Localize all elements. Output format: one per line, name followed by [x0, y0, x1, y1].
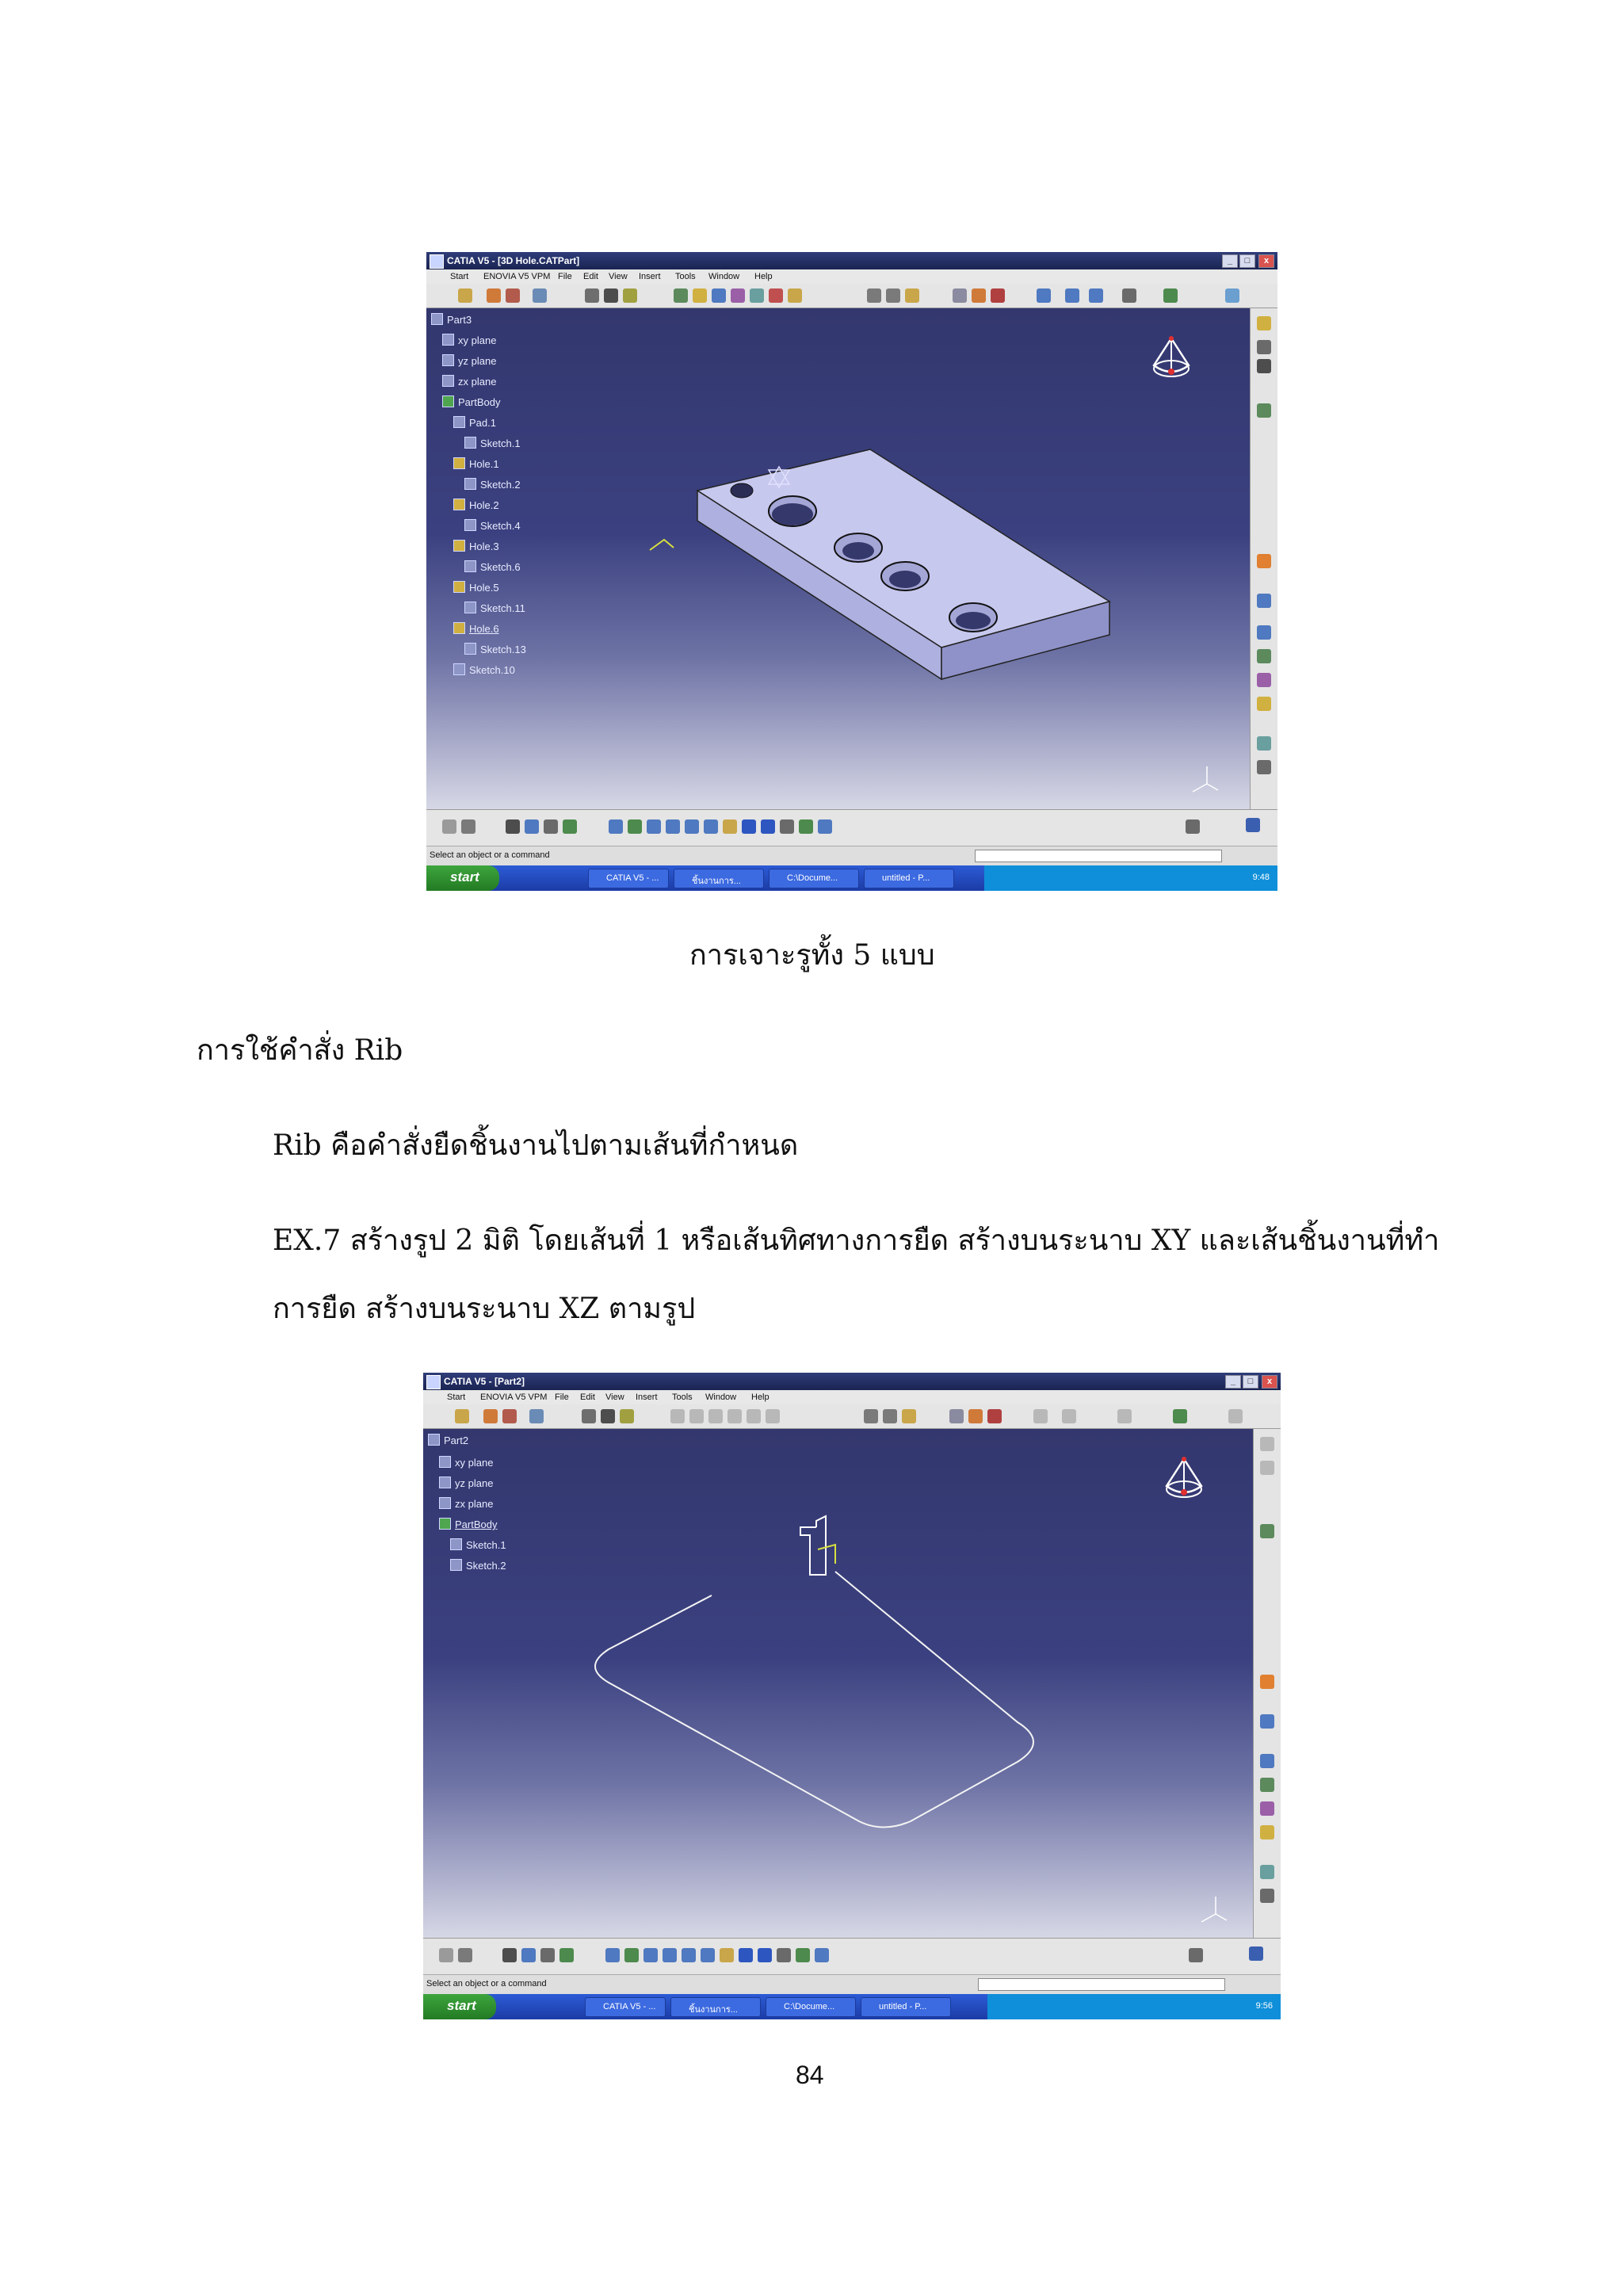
toolbar-tool-icon[interactable] [1257, 340, 1271, 354]
toolbar-tool-icon[interactable] [624, 1948, 639, 1962]
tree-node[interactable]: Hole.2 [453, 499, 499, 511]
toolbar-tool-icon[interactable] [458, 288, 472, 303]
paragraph-rib-definition: Rib คือคำสั่งยืดชิ้นงานไปตามเส้นที่กำหนด [273, 1129, 799, 1162]
toolbar-tool-icon[interactable] [623, 288, 637, 303]
tree-node[interactable]: zx plane [442, 375, 496, 388]
plane-icon [442, 375, 454, 387]
close-button[interactable]: x [1262, 1375, 1277, 1389]
right-toolbar [1250, 308, 1277, 810]
toolbar-tool-icon[interactable] [540, 1948, 555, 1962]
sketch-geometry-icon [423, 1429, 1254, 1939]
plane-icon [439, 1456, 451, 1468]
partbody-icon [439, 1518, 451, 1530]
toolbar-tool-icon[interactable] [1257, 649, 1271, 663]
taskbar-item[interactable]: CATIA V5 - ... [585, 1997, 666, 2017]
tree-node[interactable]: Sketch.2 [450, 1559, 506, 1572]
toolbar-tool-icon[interactable] [1228, 1409, 1243, 1423]
toolbar-tool-icon[interactable] [1257, 316, 1271, 330]
maximize-button[interactable]: □ [1243, 1375, 1258, 1389]
toolbar-tool-icon[interactable] [506, 288, 520, 303]
toolbar-tool-icon[interactable] [1257, 594, 1271, 608]
toolbar-tool-icon[interactable] [769, 288, 783, 303]
toolbar-tool-icon[interactable] [483, 1409, 498, 1423]
toolbar-tool-icon[interactable] [1260, 1801, 1274, 1816]
part-icon [428, 1434, 440, 1446]
screenshot-rib-part [423, 1373, 1281, 2019]
toolbar-tool-icon[interactable] [1033, 1409, 1048, 1423]
toolbar-tool-icon[interactable] [758, 1948, 772, 1962]
toolbar-tool-icon[interactable] [533, 288, 547, 303]
toolbar-tool-icon[interactable] [670, 1409, 685, 1423]
toolbar-tool-icon[interactable] [742, 819, 756, 834]
tree-node[interactable]: Hole.1 [453, 457, 499, 470]
toolbar-tool-icon[interactable] [461, 819, 475, 834]
toolbar-tool-icon[interactable] [1089, 288, 1103, 303]
status-text: Select an object or a command [426, 1979, 547, 1988]
toolbar-tool-icon[interactable] [953, 288, 967, 303]
sketch-icon [464, 560, 476, 572]
toolbar-tool-icon[interactable] [712, 288, 726, 303]
plane-icon [442, 334, 454, 346]
toolbar-tool-icon[interactable] [502, 1409, 517, 1423]
hole-icon [453, 457, 465, 469]
menu-edit[interactable]: Edit [580, 1392, 595, 1402]
toolbar-tool-icon[interactable] [689, 1409, 704, 1423]
toolbar-tool-icon[interactable] [1257, 736, 1271, 751]
close-button[interactable]: x [1258, 254, 1274, 268]
tree-node[interactable]: xy plane [442, 334, 496, 346]
menu-start[interactable]: Start [450, 272, 469, 281]
toolbar-tool-icon[interactable] [1257, 403, 1271, 418]
toolbar-tool-icon[interactable] [864, 1409, 878, 1423]
menu-enovia[interactable]: ENOVIA V5 VPM [480, 1392, 548, 1402]
taskbar-item[interactable]: untitled - P... [864, 869, 954, 888]
toolbar-tool-icon[interactable] [761, 819, 775, 834]
clock: 9:56 [1255, 2001, 1273, 2011]
toolbar-tool-icon[interactable] [442, 819, 456, 834]
toolbar-tool-icon[interactable] [1173, 1409, 1187, 1423]
top-toolbar [426, 284, 1277, 308]
sketch-icon [464, 602, 476, 613]
pad-icon [453, 416, 465, 428]
clock: 9:48 [1252, 873, 1270, 882]
sketch-icon [464, 478, 476, 490]
toolbar-tool-icon[interactable] [1257, 625, 1271, 640]
window-title-bar [423, 1373, 1281, 1390]
paragraph-example: EX.7 สร้างรูป 2 มิติ โดยเส้นที่ 1 หรือเส้นทิศทางการยืด สร้างบนระนาบ XY และเส้นชิ้นงานที่ทำ [273, 1224, 1440, 1257]
hole-icon [453, 540, 465, 552]
window-title-bar [426, 252, 1277, 269]
toolbar-tool-icon[interactable] [682, 1948, 696, 1962]
taskbar-item[interactable]: untitled - P... [861, 1997, 951, 2017]
hole-icon [453, 581, 465, 593]
taskbar-item[interactable]: ชิ้นงานการ... [674, 869, 764, 888]
window-title: CATIA V5 - [Part2] [444, 1376, 525, 1387]
tree-node[interactable]: yz plane [439, 1477, 493, 1489]
toolbar-tool-icon[interactable] [582, 1409, 596, 1423]
plane-icon [439, 1477, 451, 1488]
toolbar-tool-icon[interactable] [747, 1409, 761, 1423]
toolbar-tool-icon[interactable] [799, 819, 813, 834]
menu-insert[interactable]: Insert [639, 272, 661, 281]
toolbar-tool-icon[interactable] [796, 1948, 810, 1962]
toolbar-tool-icon[interactable] [1260, 1865, 1274, 1879]
part-geometry-icon [426, 308, 1251, 810]
section-heading: การใช้คำสั่ง Rib [197, 1034, 403, 1067]
minimize-button[interactable]: _ [1225, 1375, 1241, 1389]
toolbar-tool-icon[interactable] [815, 1948, 829, 1962]
toolbar-tool-icon[interactable] [1257, 673, 1271, 687]
toolbar-tool-icon[interactable] [788, 288, 802, 303]
tree-node[interactable]: Sketch.2 [464, 478, 521, 491]
toolbar-tool-icon[interactable] [628, 819, 642, 834]
toolbar-tool-icon[interactable] [643, 1948, 658, 1962]
start-button[interactable]: start [426, 865, 499, 891]
windows-taskbar [426, 865, 1277, 891]
bottom-toolbar [426, 809, 1277, 846]
toolbar-tool-icon[interactable] [780, 819, 794, 834]
menu-enovia[interactable]: ENOVIA V5 VPM [483, 272, 551, 281]
sketch-icon [450, 1538, 462, 1550]
system-tray [987, 1994, 1281, 2019]
toolbar-tool-icon[interactable] [502, 1948, 517, 1962]
toolbar-tool-icon[interactable] [455, 1409, 469, 1423]
menu-insert[interactable]: Insert [636, 1392, 658, 1402]
toolbar-tool-icon[interactable] [563, 819, 577, 834]
toolbar-tool-icon[interactable] [601, 1409, 615, 1423]
toolbar-tool-icon[interactable] [1260, 1714, 1274, 1729]
toolbar-tool-icon[interactable] [559, 1948, 574, 1962]
toolbar-tool-icon[interactable] [521, 1948, 536, 1962]
toolbar-tool-icon[interactable] [604, 288, 618, 303]
toolbar-tool-icon[interactable] [987, 1409, 1002, 1423]
toolbar-tool-icon[interactable] [1037, 288, 1051, 303]
toolbar-tool-icon[interactable] [1257, 697, 1271, 711]
toolbar-tool-icon[interactable] [674, 288, 688, 303]
tree-node[interactable]: yz plane [442, 354, 496, 367]
toolbar-tool-icon[interactable] [1260, 1524, 1274, 1538]
windows-taskbar [423, 1994, 1281, 2019]
toolbar-tool-icon[interactable] [506, 819, 520, 834]
taskbar-item[interactable]: ชิ้นงานการ... [670, 1997, 761, 2017]
toolbar-tool-icon[interactable] [647, 819, 661, 834]
toolbar-tool-icon[interactable] [902, 1409, 916, 1423]
3d-viewport[interactable] [423, 1429, 1254, 1939]
toolbar-tool-icon[interactable] [777, 1948, 791, 1962]
bottom-toolbar [423, 1938, 1281, 1975]
toolbar-tool-icon[interactable] [1257, 554, 1271, 568]
tree-node[interactable]: Pad.1 [453, 416, 496, 429]
sketch-icon [453, 663, 465, 675]
toolbar-tool-icon[interactable] [1260, 1889, 1274, 1903]
toolbar-tool-icon[interactable] [525, 819, 539, 834]
toolbar-tool-icon[interactable] [1189, 1948, 1203, 1962]
taskbar-item[interactable]: CATIA V5 - ... [588, 869, 669, 888]
toolbar-tool-icon[interactable] [1163, 288, 1178, 303]
command-input[interactable] [975, 850, 1222, 862]
catia-logo-icon [426, 1375, 441, 1389]
menu-tools[interactable]: Tools [675, 272, 696, 281]
tree-node[interactable]: Hole.3 [453, 540, 499, 552]
toolbar-tool-icon[interactable] [1260, 1754, 1274, 1768]
status-text: Select an object or a command [430, 850, 550, 860]
menu-tools[interactable]: Tools [672, 1392, 693, 1402]
toolbar-tool-icon[interactable] [731, 288, 745, 303]
toolbar-tool-icon[interactable] [1260, 1825, 1274, 1839]
compass-icon[interactable] [1167, 1457, 1201, 1497]
toolbar-tool-icon[interactable] [949, 1409, 964, 1423]
toolbar-tool-icon[interactable] [750, 288, 764, 303]
toolbar-tool-icon[interactable] [708, 1409, 723, 1423]
right-toolbar [1253, 1429, 1281, 1939]
menu-start[interactable]: Start [447, 1392, 466, 1402]
catia-brand-icon [1249, 1946, 1263, 1961]
tree-node[interactable]: Hole.6 [453, 622, 499, 635]
toolbar-tool-icon[interactable] [723, 819, 737, 834]
tree-node[interactable]: Sketch.1 [450, 1538, 506, 1551]
plane-icon [439, 1497, 451, 1509]
3d-viewport[interactable] [426, 308, 1251, 810]
toolbar-tool-icon[interactable] [1260, 1778, 1274, 1792]
tree-node[interactable]: Sketch.6 [464, 560, 521, 573]
catia-brand-icon [1246, 818, 1260, 832]
toolbar-tool-icon[interactable] [1186, 819, 1200, 834]
tree-node[interactable]: Hole.5 [453, 581, 499, 594]
toolbar-tool-icon[interactable] [701, 1948, 715, 1962]
status-bar [426, 846, 1277, 865]
toolbar-tool-icon[interactable] [685, 819, 699, 834]
tree-node[interactable]: zx plane [439, 1497, 493, 1510]
toolbar-tool-icon[interactable] [666, 819, 680, 834]
plane-icon [442, 354, 454, 366]
toolbar-tool-icon[interactable] [1260, 1675, 1274, 1689]
hole-icon [453, 622, 465, 634]
toolbar-tool-icon[interactable] [458, 1948, 472, 1962]
minimize-button[interactable]: _ [1222, 254, 1238, 268]
toolbar-tool-icon[interactable] [1260, 1437, 1274, 1451]
toolbar-tool-icon[interactable] [867, 288, 881, 303]
tree-node[interactable]: Sketch.1 [464, 437, 521, 449]
toolbar-tool-icon[interactable] [905, 288, 919, 303]
catia-logo-icon [430, 254, 444, 269]
tree-node[interactable]: Sketch.10 [453, 663, 515, 676]
window-title: CATIA V5 - [3D Hole.CATPart] [447, 255, 580, 266]
menu-help[interactable]: Help [754, 272, 773, 281]
tree-node[interactable]: Sketch.13 [464, 643, 526, 655]
tree-node[interactable]: Part2 [428, 1434, 468, 1446]
system-tray [984, 865, 1277, 891]
tree-node[interactable]: Part3 [431, 313, 472, 326]
toolbar-tool-icon[interactable] [663, 1948, 677, 1962]
toolbar-tool-icon[interactable] [972, 288, 986, 303]
toolbar-tool-icon[interactable] [1257, 359, 1271, 373]
sketch-icon [464, 643, 476, 655]
part-icon [431, 313, 443, 325]
toolbar-tool-icon[interactable] [1260, 1461, 1274, 1475]
page-number: 84 [796, 2061, 824, 2089]
toolbar-tool-icon[interactable] [693, 288, 707, 303]
toolbar-tool-icon[interactable] [609, 819, 623, 834]
menu-window[interactable]: Window [705, 1392, 737, 1402]
toolbar-tool-icon[interactable] [1062, 1409, 1076, 1423]
menu-window[interactable]: Window [708, 272, 740, 281]
compass-icon[interactable] [1154, 336, 1189, 376]
menu-help[interactable]: Help [751, 1392, 769, 1402]
menu-file[interactable]: File [558, 272, 572, 281]
sketch-icon [464, 519, 476, 531]
tree-node[interactable]: PartBody [442, 395, 500, 408]
toolbar-tool-icon[interactable] [605, 1948, 620, 1962]
toolbar-tool-icon[interactable] [818, 819, 832, 834]
tree-node[interactable]: xy plane [439, 1456, 493, 1469]
toolbar-tool-icon[interactable] [968, 1409, 983, 1423]
start-button[interactable]: start [423, 1994, 496, 2019]
menu-edit[interactable]: Edit [583, 272, 598, 281]
toolbar-tool-icon[interactable] [727, 1409, 742, 1423]
toolbar-tool-icon[interactable] [439, 1948, 453, 1962]
menu-bar [423, 1390, 1281, 1405]
toolbar-tool-icon[interactable] [529, 1409, 544, 1423]
sketch-icon [450, 1559, 462, 1571]
toolbar-tool-icon[interactable] [766, 1409, 780, 1423]
status-bar [423, 1974, 1281, 1994]
tree-node[interactable]: Sketch.4 [464, 519, 521, 532]
toolbar-tool-icon[interactable] [886, 288, 900, 303]
toolbar-tool-icon[interactable] [739, 1948, 753, 1962]
toolbar-tool-icon[interactable] [1257, 760, 1271, 774]
toolbar-tool-icon[interactable] [585, 288, 599, 303]
maximize-button[interactable]: □ [1239, 254, 1255, 268]
figure-caption: การเจาะรูทั้ง 5 แบบ [689, 939, 935, 972]
menu-view[interactable]: View [605, 1392, 624, 1402]
toolbar-tool-icon[interactable] [620, 1409, 634, 1423]
command-input[interactable] [978, 1978, 1225, 1991]
toolbar-tool-icon[interactable] [991, 288, 1005, 303]
menu-view[interactable]: View [609, 272, 628, 281]
toolbar-tool-icon[interactable] [883, 1409, 897, 1423]
toolbar-tool-icon[interactable] [1225, 288, 1239, 303]
taskbar-item[interactable]: C:\Docume... [769, 869, 859, 888]
menu-file[interactable]: File [555, 1392, 569, 1402]
toolbar-tool-icon[interactable] [1117, 1409, 1132, 1423]
toolbar-tool-icon[interactable] [720, 1948, 734, 1962]
taskbar-item[interactable]: C:\Docume... [766, 1997, 856, 2017]
toolbar-tool-icon[interactable] [704, 819, 718, 834]
tree-node[interactable]: PartBody [439, 1518, 497, 1530]
menu-bar [426, 269, 1277, 285]
toolbar-tool-icon[interactable] [487, 288, 501, 303]
toolbar-tool-icon[interactable] [1065, 288, 1079, 303]
paragraph-example-cont: การยืด สร้างบนระนาบ XZ ตามรูป [273, 1293, 696, 1325]
top-toolbar [423, 1404, 1281, 1429]
screenshot-hole-part [426, 252, 1277, 891]
tree-node[interactable]: Sketch.11 [464, 602, 525, 614]
toolbar-tool-icon[interactable] [544, 819, 558, 834]
partbody-icon [442, 395, 454, 407]
sketch-icon [464, 437, 476, 449]
hole-icon [453, 499, 465, 510]
toolbar-tool-icon[interactable] [1122, 288, 1136, 303]
